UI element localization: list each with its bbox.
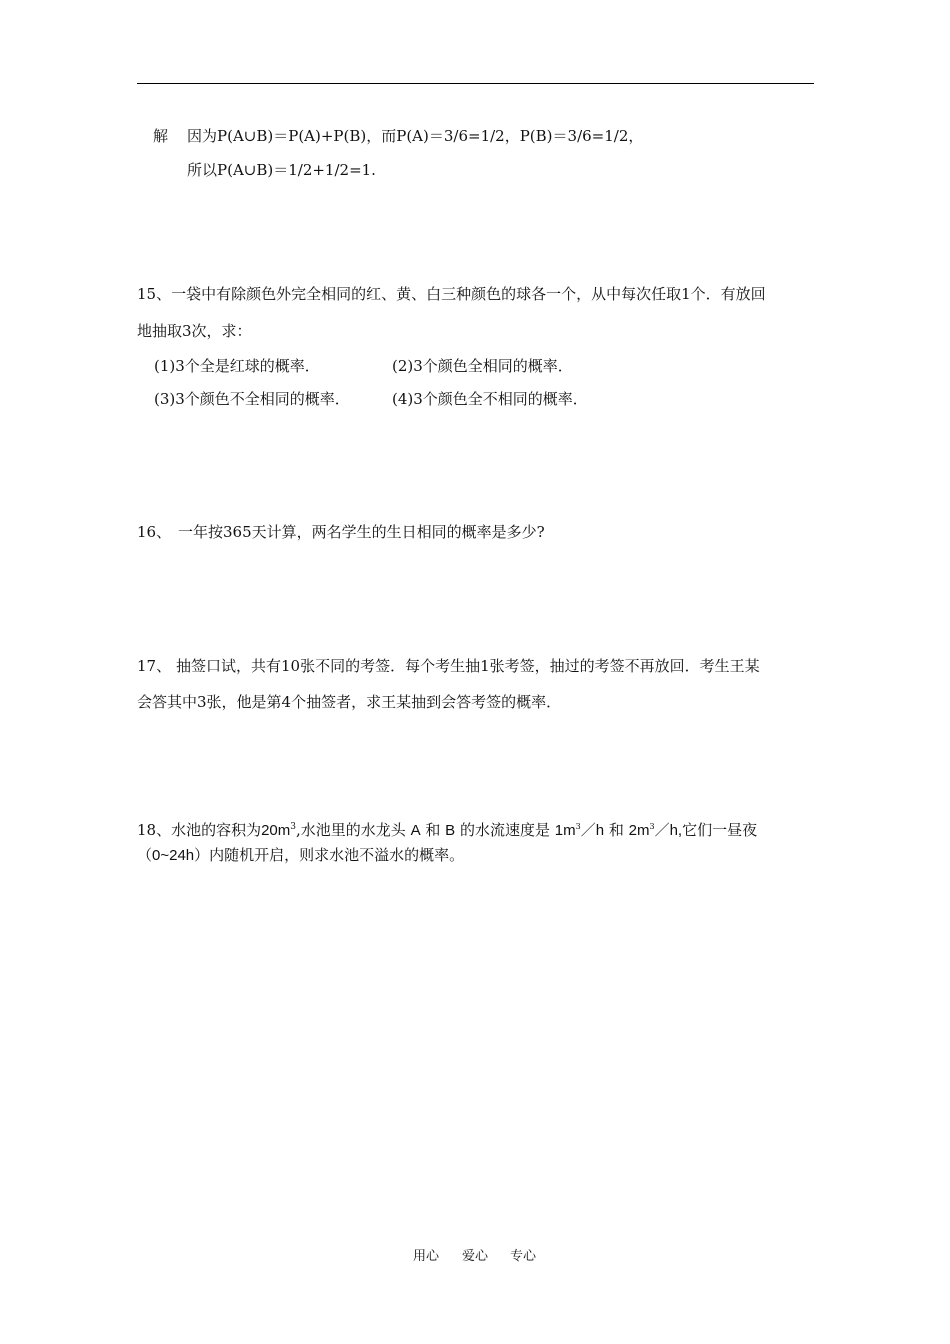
q18-tap-b: B [445, 822, 456, 839]
q18-rate-1-sup: 3 [575, 822, 581, 831]
solution-line-2: 所以P(A∪B)＝1/2+1/2=1. [187, 161, 376, 179]
solution-label: 解 [153, 127, 169, 145]
q15-line-1: 15、一袋中有除颜色外完全相同的红、黄、白三种颜色的球各一个，从中每次任取1个．有放回 [137, 285, 766, 303]
q18-per-hour: ／h [580, 822, 605, 839]
q17-line-2: 会答其中3张，他是第4个抽签者，求王某抽到会答考签的概率． [137, 693, 562, 711]
solution-line-1: 因为P(A∪B)＝P(A)+P(B)，而P(A)＝3/6=1/2，P(B)＝3/6=1/2， [187, 127, 644, 145]
q16-number: 16、 [137, 523, 172, 541]
q18-text-b: ,水池里的水龙头 [296, 821, 406, 839]
q15-item-3: (3)3个颜色不全相同的概率． [154, 390, 350, 408]
q15-line-2: 地抽取3次，求： [137, 322, 252, 340]
q18-text-c: 的水流速度是 [459, 821, 550, 839]
q18-and-2: 和 [608, 821, 624, 839]
q15-item-2: (2)3个颜色全相同的概率． [392, 357, 573, 375]
q17-line-1: 抽签口试，共有10张不同的考签．每个考生抽1张考签，抽过的考签不再放回．考生王某 [176, 657, 760, 675]
q18-volume: 20m [261, 822, 291, 839]
q15-item-1: (1)3个全是红球的概率． [154, 357, 320, 375]
q17-number: 17、 [137, 657, 172, 675]
q18-paren-open: （ [137, 846, 153, 864]
q15-item-4: (4)3个颜色全不相同的概率． [392, 390, 588, 408]
q18-text-d: ／h,它们一昼夜 [654, 822, 758, 839]
q18-time-range: 0~24h [152, 847, 195, 864]
q18-line-2 [137, 845, 464, 866]
footer-word-1: 用心 [413, 1249, 440, 1264]
q18-rate-1: 1m [554, 822, 576, 839]
footer-word-3: 专心 [510, 1249, 537, 1264]
q18-rate-2: 2m [628, 822, 650, 839]
q18-text-e: ）内随机开启，则求水池不溢水的概率。 [194, 846, 465, 864]
footer-word-2: 爱心 [462, 1249, 489, 1264]
q18-and-1: 和 [425, 821, 441, 839]
header-rule [137, 83, 814, 84]
q18-tap-a: A [410, 822, 421, 839]
q18-text-a: 18、水池的容积为 [137, 821, 262, 839]
q18-line-1 [137, 817, 757, 841]
q18-volume-sup: 3 [290, 822, 297, 832]
q16-text: 一年按365天计算，两名学生的生日相同的概率是多少? [178, 523, 545, 541]
q18-rate-2-sup: 3 [649, 822, 655, 831]
